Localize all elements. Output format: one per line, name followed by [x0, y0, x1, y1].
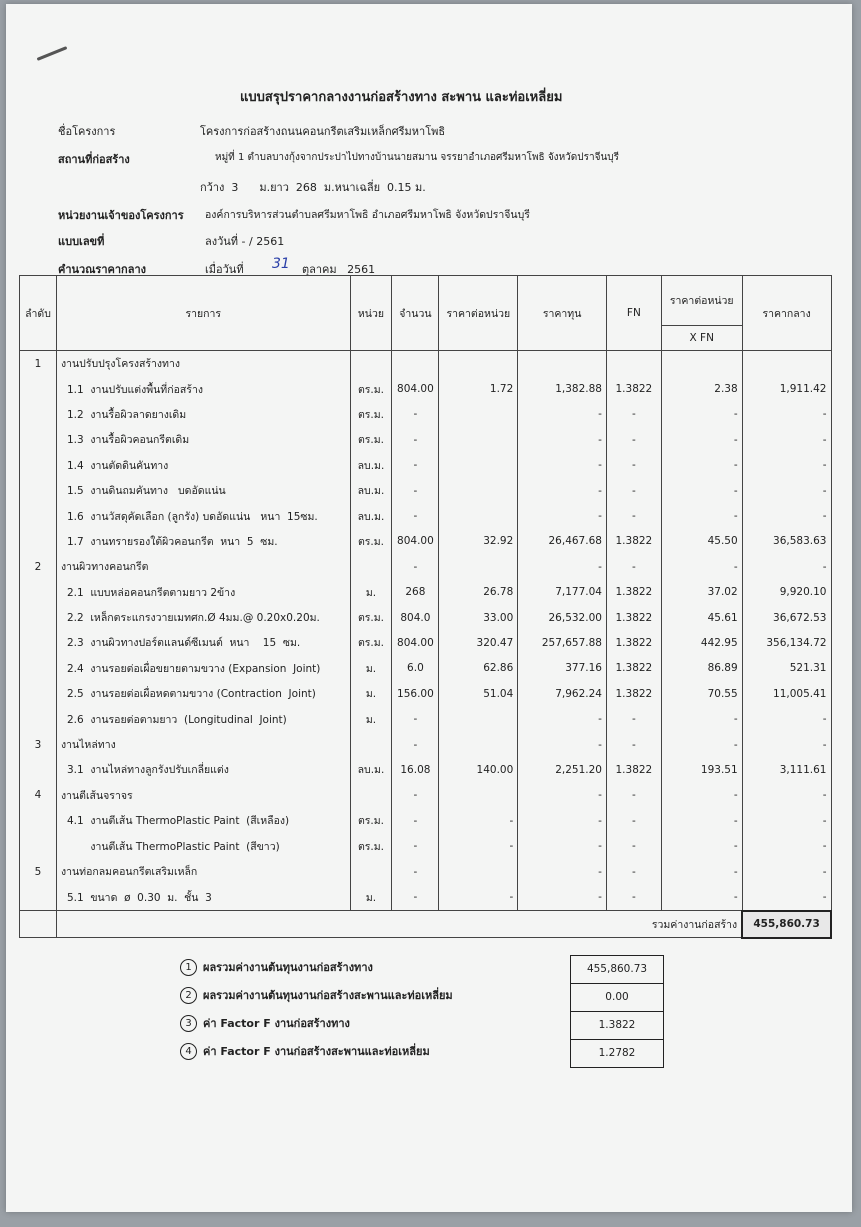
row-mid-price: 36,672.53 — [742, 605, 831, 630]
row-cost: - — [518, 884, 607, 910]
row-cost: - — [518, 706, 607, 731]
row-cost: 2,251.20 — [518, 757, 607, 782]
row-item: 3.1 งานไหล่ทางลูกรังปรับเกลี่ยแต่ง — [56, 757, 350, 782]
row-price-fn: 37.02 — [661, 580, 742, 605]
row-unit-price — [439, 732, 518, 757]
row-unit — [350, 351, 392, 377]
row-price-fn: 2.38 — [661, 376, 742, 401]
row-unit-price: 62.86 — [439, 656, 518, 681]
row-cost: - — [518, 503, 607, 528]
row-fn: - — [606, 706, 661, 731]
location-label: สถานที่ก่อสร้าง — [58, 153, 130, 166]
row-fn: - — [606, 453, 661, 478]
row-cost: 257,657.88 — [518, 630, 607, 655]
row-cost: - — [518, 402, 607, 427]
col-item: รายการ — [56, 276, 350, 351]
row-price-fn: - — [661, 833, 742, 858]
row-unit: ลบ.ม. — [350, 757, 392, 782]
table-row — [20, 605, 832, 630]
table-row — [20, 376, 832, 401]
row-item: 1.5 งานดินถมคันทาง บดอัดแน่น — [56, 478, 350, 503]
row-no — [20, 884, 57, 910]
row-fn: - — [606, 783, 661, 808]
row-qty: 268 — [392, 580, 439, 605]
row-qty: - — [392, 808, 439, 833]
row-mid-price: - — [742, 453, 831, 478]
row-unit: ม. — [350, 706, 392, 731]
row-price-fn: - — [661, 783, 742, 808]
col-price-fn-2: X FN — [661, 326, 742, 351]
calc-month-year: ตุลาคม 2561 — [302, 263, 376, 276]
row-unit-price: - — [439, 808, 518, 833]
row-qty: - — [392, 453, 439, 478]
summary-item — [180, 981, 453, 1009]
summary-item — [180, 1037, 453, 1065]
row-no: 3 — [20, 732, 57, 757]
row-price-fn: - — [661, 706, 742, 731]
col-cost: ราคาทุน — [518, 276, 607, 351]
table-row — [20, 681, 832, 706]
row-mid-price: - — [742, 884, 831, 910]
owner-label: หน่วยงานเจ้าของโครงการ — [58, 209, 184, 222]
row-unit — [350, 554, 392, 579]
table-row — [20, 529, 832, 554]
section-row — [20, 783, 832, 808]
row-fn: - — [606, 808, 661, 833]
summary-item — [180, 1009, 453, 1037]
row-cost: 26,532.00 — [518, 605, 607, 630]
col-fn: FN — [606, 276, 661, 351]
row-unit-price: 1.72 — [439, 376, 518, 401]
row-unit-price — [439, 351, 518, 377]
form-no-value: ลงวันที่ - / 2561 — [205, 235, 285, 248]
col-qty: จำนวน — [392, 276, 439, 351]
row-price-fn: - — [661, 402, 742, 427]
row-price-fn: - — [661, 808, 742, 833]
row-price-fn: 442.95 — [661, 630, 742, 655]
dimensions: กว้าง 3 ม.ยาว 268 ม.หนาเฉลี่ย 0.15 ม. — [200, 181, 426, 194]
summary-label: ค่า Factor F งานก่อสร้างสะพานและท่อเหลี่ยม — [203, 1045, 430, 1058]
table-row — [20, 757, 832, 782]
row-mid-price: - — [742, 706, 831, 731]
row-price-fn: 45.50 — [661, 529, 742, 554]
row-price-fn: - — [661, 453, 742, 478]
row-item: งานปรับปรุงโครงสร้างทาง — [56, 351, 350, 377]
row-no — [20, 630, 57, 655]
row-cost: - — [518, 859, 607, 884]
section-row — [20, 554, 832, 579]
row-no — [20, 833, 57, 858]
total-row — [20, 911, 832, 938]
row-no — [20, 605, 57, 630]
calc-day-handwritten: 31 — [272, 256, 290, 272]
row-mid-price: - — [742, 402, 831, 427]
row-item: งานท่อกลมคอนกรีตเสริมเหล็ก — [56, 859, 350, 884]
row-cost: - — [518, 808, 607, 833]
col-no: ลำดับ — [20, 276, 57, 351]
row-mid-price: 3,111.61 — [742, 757, 831, 782]
col-unit-price: ราคาต่อหน่วย — [439, 276, 518, 351]
row-no — [20, 706, 57, 731]
row-fn: 1.3822 — [606, 681, 661, 706]
row-mid-price: - — [742, 808, 831, 833]
row-item: 2.2 เหล็กตระแกรงวายเมทศก.Ø 4มม.@ 0.20x0.20ม. — [56, 605, 350, 630]
row-unit: ตร.ม. — [350, 630, 392, 655]
row-mid-price: - — [742, 859, 831, 884]
summary-value: 1.3822 — [571, 1012, 663, 1040]
row-cost: 7,177.04 — [518, 580, 607, 605]
row-mid-price: - — [742, 783, 831, 808]
col-mid-price: ราคากลาง — [742, 276, 831, 351]
row-item: 2.3 งานผิวทางปอร์ตแลนด์ซีเมนต์ หนา 15 ซม. — [56, 630, 350, 655]
row-no: 4 — [20, 783, 57, 808]
row-unit-price: 26.78 — [439, 580, 518, 605]
summary-number: 1 — [180, 959, 197, 976]
row-cost: - — [518, 554, 607, 579]
row-cost: - — [518, 833, 607, 858]
row-qty: 6.0 — [392, 656, 439, 681]
row-unit: ม. — [350, 580, 392, 605]
row-qty: - — [392, 783, 439, 808]
row-item: 2.4 งานรอยต่อเผื่อขยายตามขวาง (Expansion Joint) — [56, 656, 350, 681]
row-cost: - — [518, 783, 607, 808]
row-unit: ลบ.ม. — [350, 453, 392, 478]
row-qty: - — [392, 732, 439, 757]
document-title: แบบสรุปราคากลางงานก่อสร้างทาง สะพาน และท่อเหลี่ยม — [240, 90, 563, 105]
row-unit: ม. — [350, 884, 392, 910]
row-fn: - — [606, 859, 661, 884]
summary-number: 2 — [180, 987, 197, 1004]
row-no — [20, 529, 57, 554]
row-qty: 804.00 — [392, 529, 439, 554]
row-cost: 26,467.68 — [518, 529, 607, 554]
row-qty: - — [392, 554, 439, 579]
row-unit — [350, 859, 392, 884]
row-unit — [350, 783, 392, 808]
calc-label: คำนวณราคากลาง — [58, 263, 147, 276]
row-mid-price: 521.31 — [742, 656, 831, 681]
row-price-fn: 45.61 — [661, 605, 742, 630]
row-price-fn — [661, 351, 742, 377]
row-unit-price: 51.04 — [439, 681, 518, 706]
summary-list — [180, 953, 453, 1065]
row-fn: 1.3822 — [606, 630, 661, 655]
row-no — [20, 503, 57, 528]
summary-label: ค่า Factor F งานก่อสร้างทาง — [203, 1017, 350, 1030]
row-unit-price — [439, 554, 518, 579]
row-qty: - — [392, 859, 439, 884]
row-mid-price: 356,134.72 — [742, 630, 831, 655]
row-no — [20, 402, 57, 427]
row-cost: 1,382.88 — [518, 376, 607, 401]
row-unit: ม. — [350, 681, 392, 706]
row-unit: ตร.ม. — [350, 427, 392, 452]
table-row — [20, 453, 832, 478]
row-unit: ลบ.ม. — [350, 503, 392, 528]
table-row — [20, 427, 832, 452]
row-item: 1.1 งานปรับแต่งพื้นที่ก่อสร้าง — [56, 376, 350, 401]
row-mid-price: 9,920.10 — [742, 580, 831, 605]
row-fn: 1.3822 — [606, 376, 661, 401]
total-label: รวมค่างานก่อสร้าง — [56, 911, 742, 938]
section-row — [20, 351, 832, 377]
summary-number: 3 — [180, 1015, 197, 1032]
summary-label: ผลรวมค่างานต้นทุนงานก่อสร้างสะพานและท่อเหลี่ยม — [203, 989, 453, 1002]
pen-mark — [37, 46, 68, 61]
row-unit-price — [439, 453, 518, 478]
row-cost: - — [518, 427, 607, 452]
row-fn: - — [606, 503, 661, 528]
row-fn: - — [606, 402, 661, 427]
table-row — [20, 503, 832, 528]
row-fn: 1.3822 — [606, 605, 661, 630]
row-price-fn: - — [661, 478, 742, 503]
row-no — [20, 656, 57, 681]
form-no-label: แบบเลขที่ — [58, 235, 105, 248]
row-qty: - — [392, 427, 439, 452]
row-item: 5.1 ขนาด ø 0.30 ม. ชั้น 3 — [56, 884, 350, 910]
row-no — [20, 478, 57, 503]
summary-value: 0.00 — [571, 984, 663, 1012]
table-row — [20, 656, 832, 681]
row-item: 1.4 งานตัดดินคันทาง — [56, 453, 350, 478]
row-price-fn: - — [661, 503, 742, 528]
table-row — [20, 402, 832, 427]
row-no — [20, 681, 57, 706]
section-row — [20, 859, 832, 884]
row-qty: 804.0 — [392, 605, 439, 630]
row-item: 1.7 งานทรายรองใต้ผิวคอนกรีต หนา 5 ซม. — [56, 529, 350, 554]
row-item: งานตีเส้นจราจร — [56, 783, 350, 808]
row-fn: - — [606, 478, 661, 503]
row-unit-price — [439, 503, 518, 528]
row-item: งานผิวทางคอนกรีต — [56, 554, 350, 579]
row-item: งานไหล่ทาง — [56, 732, 350, 757]
row-unit-price — [439, 478, 518, 503]
row-item: 2.6 งานรอยต่อตามยาว (Longitudinal Joint) — [56, 706, 350, 731]
row-fn: 1.3822 — [606, 656, 661, 681]
row-cost — [518, 351, 607, 377]
row-qty: 804.00 — [392, 630, 439, 655]
row-fn: 1.3822 — [606, 580, 661, 605]
row-no: 2 — [20, 554, 57, 579]
row-qty: - — [392, 884, 439, 910]
row-unit — [350, 732, 392, 757]
row-mid-price: - — [742, 833, 831, 858]
row-unit-price — [439, 706, 518, 731]
row-unit-price — [439, 402, 518, 427]
row-mid-price: - — [742, 427, 831, 452]
row-price-fn: 86.89 — [661, 656, 742, 681]
row-item: 1.6 งานวัสดุคัดเลือก (ลูกรัง) บดอัดแน่น หนา 15ซม. — [56, 503, 350, 528]
row-mid-price: 11,005.41 — [742, 681, 831, 706]
row-price-fn: - — [661, 554, 742, 579]
row-qty: 16.08 — [392, 757, 439, 782]
row-unit: ตร.ม. — [350, 808, 392, 833]
row-fn: - — [606, 732, 661, 757]
row-unit-price: - — [439, 884, 518, 910]
location-value: หมู่ที่ 1 ตำบลบางกุ้งจากประปาไปทางบ้านนายสมาน จรรยาอำเภอศรีมหาโพธิ จังหวัดปราจีนบุรี — [215, 152, 620, 163]
row-unit: ตร.ม. — [350, 529, 392, 554]
summary-number: 4 — [180, 1043, 197, 1060]
row-mid-price: - — [742, 478, 831, 503]
table-row — [20, 580, 832, 605]
table-body — [20, 351, 832, 911]
row-qty: 156.00 — [392, 681, 439, 706]
row-qty — [392, 351, 439, 377]
row-cost: - — [518, 732, 607, 757]
row-price-fn: 70.55 — [661, 681, 742, 706]
row-no — [20, 580, 57, 605]
row-item: 2.1 แบบหล่อคอนกรีตตามยาว 2ข้าง — [56, 580, 350, 605]
row-no — [20, 427, 57, 452]
row-cost: 377.16 — [518, 656, 607, 681]
table-row — [20, 478, 832, 503]
owner-value: องค์การบริหารส่วนตำบลศรีมหาโพธิ อำเภอศรีมหาโพธิ จังหวัดปราจีนบุรี — [205, 209, 530, 221]
row-cost: - — [518, 453, 607, 478]
table-row — [20, 833, 832, 858]
row-unit: ตร.ม. — [350, 605, 392, 630]
row-qty: - — [392, 402, 439, 427]
project-label: ชื่อโครงการ — [58, 125, 116, 138]
row-fn — [606, 351, 661, 377]
row-unit-price: - — [439, 833, 518, 858]
row-price-fn: - — [661, 732, 742, 757]
row-item: 1.3 งานรื้อผิวคอนกรีตเดิม — [56, 427, 350, 452]
row-price-fn: 193.51 — [661, 757, 742, 782]
row-price-fn: - — [661, 427, 742, 452]
row-unit-price: 33.00 — [439, 605, 518, 630]
row-fn: 1.3822 — [606, 757, 661, 782]
row-mid-price: 36,583.63 — [742, 529, 831, 554]
row-no: 5 — [20, 859, 57, 884]
row-unit: ลบ.ม. — [350, 478, 392, 503]
summary-values — [570, 955, 664, 1068]
col-unit: หน่วย — [350, 276, 392, 351]
row-fn: 1.3822 — [606, 529, 661, 554]
summary-value: 1.2782 — [598, 1047, 636, 1059]
row-mid-price: - — [742, 732, 831, 757]
row-qty: - — [392, 706, 439, 731]
row-fn: - — [606, 427, 661, 452]
row-no — [20, 808, 57, 833]
row-unit-price: 140.00 — [439, 757, 518, 782]
row-mid-price: - — [742, 503, 831, 528]
row-fn: - — [606, 554, 661, 579]
row-mid-price — [742, 351, 831, 377]
row-unit: ตร.ม. — [350, 376, 392, 401]
calc-date-label: เมื่อวันที่ — [205, 263, 244, 276]
row-qty: - — [392, 503, 439, 528]
row-item: 2.5 งานรอยต่อเผื่อหดตามขวาง (Contraction Joint) — [56, 681, 350, 706]
row-unit-price — [439, 859, 518, 884]
summary-value: 455,860.73 — [571, 956, 663, 984]
row-cost: - — [518, 478, 607, 503]
table-row — [20, 884, 832, 910]
row-unit-price: 320.47 — [439, 630, 518, 655]
table-row — [20, 808, 832, 833]
row-mid-price: 1,911.42 — [742, 376, 831, 401]
row-fn: - — [606, 884, 661, 910]
row-unit: ตร.ม. — [350, 402, 392, 427]
row-fn: - — [606, 833, 661, 858]
project-value: โครงการก่อสร้างถนนคอนกรีตเสริมเหล็กศรีมหาโพธิ — [200, 125, 446, 138]
price-table — [19, 275, 832, 939]
row-item: 1.2 งานรื้อผิวลาดยางเดิม — [56, 402, 350, 427]
row-qty: - — [392, 833, 439, 858]
row-cost: 7,962.24 — [518, 681, 607, 706]
row-no — [20, 376, 57, 401]
row-qty: - — [392, 478, 439, 503]
summary-item — [180, 953, 453, 981]
table-row — [20, 706, 832, 731]
total-value: 455,860.73 — [742, 911, 831, 938]
row-item: งานตีเส้น ThermoPlastic Paint (สีขาว) — [56, 833, 350, 858]
row-price-fn: - — [661, 859, 742, 884]
row-mid-price: - — [742, 554, 831, 579]
section-row — [20, 732, 832, 757]
table-row — [20, 630, 832, 655]
row-unit: ตร.ม. — [350, 833, 392, 858]
row-unit-price — [439, 783, 518, 808]
summary-label: ผลรวมค่างานต้นทุนงานก่อสร้างทาง — [203, 961, 373, 974]
col-price-fn: ราคาต่อหน่วย — [661, 276, 742, 326]
row-unit-price: 32.92 — [439, 529, 518, 554]
row-qty: 804.00 — [392, 376, 439, 401]
row-unit-price — [439, 427, 518, 452]
row-no: 1 — [20, 351, 57, 377]
row-item: 4.1 งานตีเส้น ThermoPlastic Paint (สีเหลือง) — [56, 808, 350, 833]
row-no — [20, 757, 57, 782]
row-price-fn: - — [661, 884, 742, 910]
row-unit: ม. — [350, 656, 392, 681]
row-no — [20, 453, 57, 478]
